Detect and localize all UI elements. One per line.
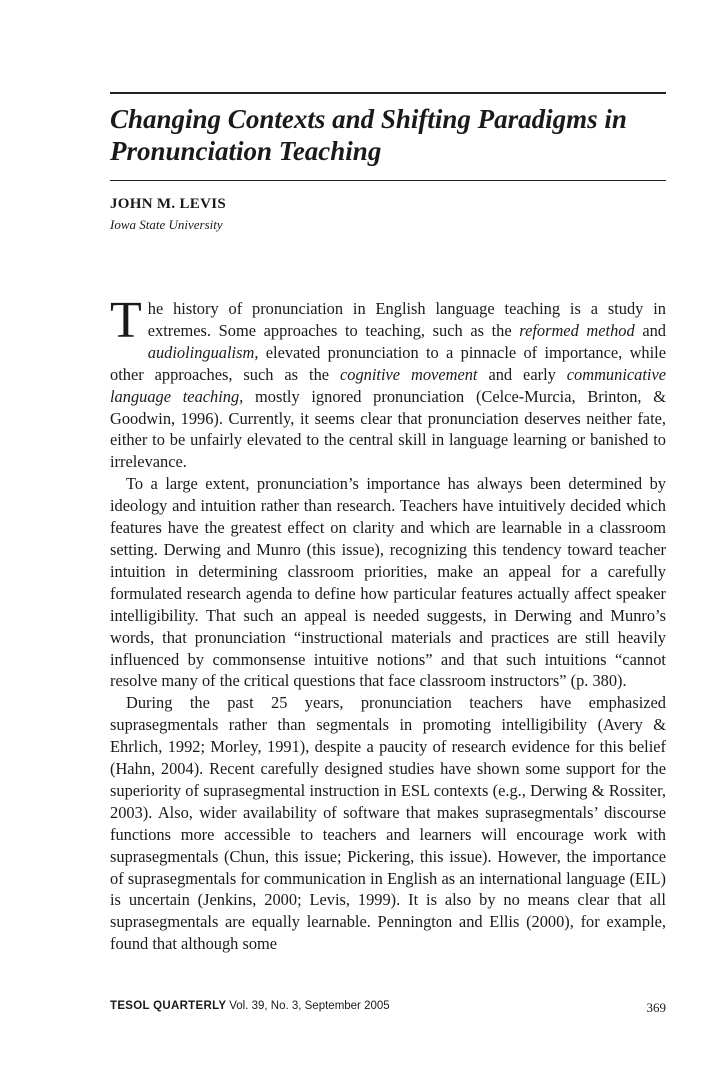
top-rule xyxy=(110,92,666,94)
author-affiliation: Iowa State University xyxy=(110,217,223,232)
term-communicative-language-teaching: communicative language teaching, xyxy=(110,364,666,406)
issue-info: Vol. 39, No. 3, September 2005 xyxy=(229,1000,390,1012)
paragraph-1: The history of pronunciation in English language teaching is a study in extremes. Some approaches to teaching, such as the reformed method and audiolingualism, elevated pronunciation to a pinnacle of importance, while other approaches, such as the cognitive movement and early communicative language teaching, mostly ignored pronunciation (Celce-Murcia, Brinton, & Goodwin, 1996). Currently, it seems clear that pronunciation deserves neither fate, either to be unfairly elevated to the central skill in language learning or banished to irrelevance. xyxy=(110,292,667,472)
paragraph-3: During the past 25 years, pronunciation teachers have emphasized suprasegmentals rather than segmentals in promoting intelligibility (Avery & Ehrlich, 1992; Morley, 1991), despite a paucity of research evidence for this belief (Hahn, 2004). Recent carefully designed studies have shown some support for the superiority of suprasegmental instruction in ESL contexts (e.g., Derwing & Rossiter, 2003). Also, wider availability of software that makes suprasegmentals’ discourse functions more accessible to teachers and learners will encourage work with suprasegmentals (Chun, this issue; Pickering, this issue). However, the importance of suprasegmentals for communication in English as an international language (EIL) is uncertain (Jenkins, 2000; Levis, 1999). It is also by no means clear that all suprasegmentals are equally learnable. Pennington and Ellis (2000), for example, found that although some xyxy=(110,693,666,954)
term-audiolingualism: audiolingualism, xyxy=(147,342,259,362)
author-name: JOHN M. LEVIS xyxy=(110,196,226,212)
paragraph-2: To a large extent, pronunciation’s importance has always been determined by ideology and intuition rather than research. Teachers have intuitively decided which features have the greatest effect on clarity and which are learnable in a classroom setting. Derwing and Munro (this issue), recognizing this tendency toward teacher intuition in determining classroom priorities, make an appeal for a carefully formulated research agenda to define how particular features actually affect speaker intelligibility. That such an appeal is needed suggests, in Derwing and Munro’s words, that pronunciation “instructional materials and practices are still heavily influenced by commonsense intuitive notions” and that such intuitions “cannot resolve many of the critical questions that face classroom instructors” (p. 380). xyxy=(110,474,666,691)
term-cognitive-movement: cognitive movement xyxy=(340,364,478,384)
article-body xyxy=(110,292,667,955)
article-title: Changing Contexts and Shifting Paradigms in Pronunciation Teaching xyxy=(110,104,627,166)
title-rule xyxy=(110,180,666,181)
page-footer xyxy=(110,1000,666,1020)
drop-cap: T xyxy=(110,292,142,349)
page-number: 369 xyxy=(646,1000,666,1015)
term-reformed-method: reformed method xyxy=(519,320,635,340)
journal-name: TESOL QUARTERLY xyxy=(110,1000,227,1012)
